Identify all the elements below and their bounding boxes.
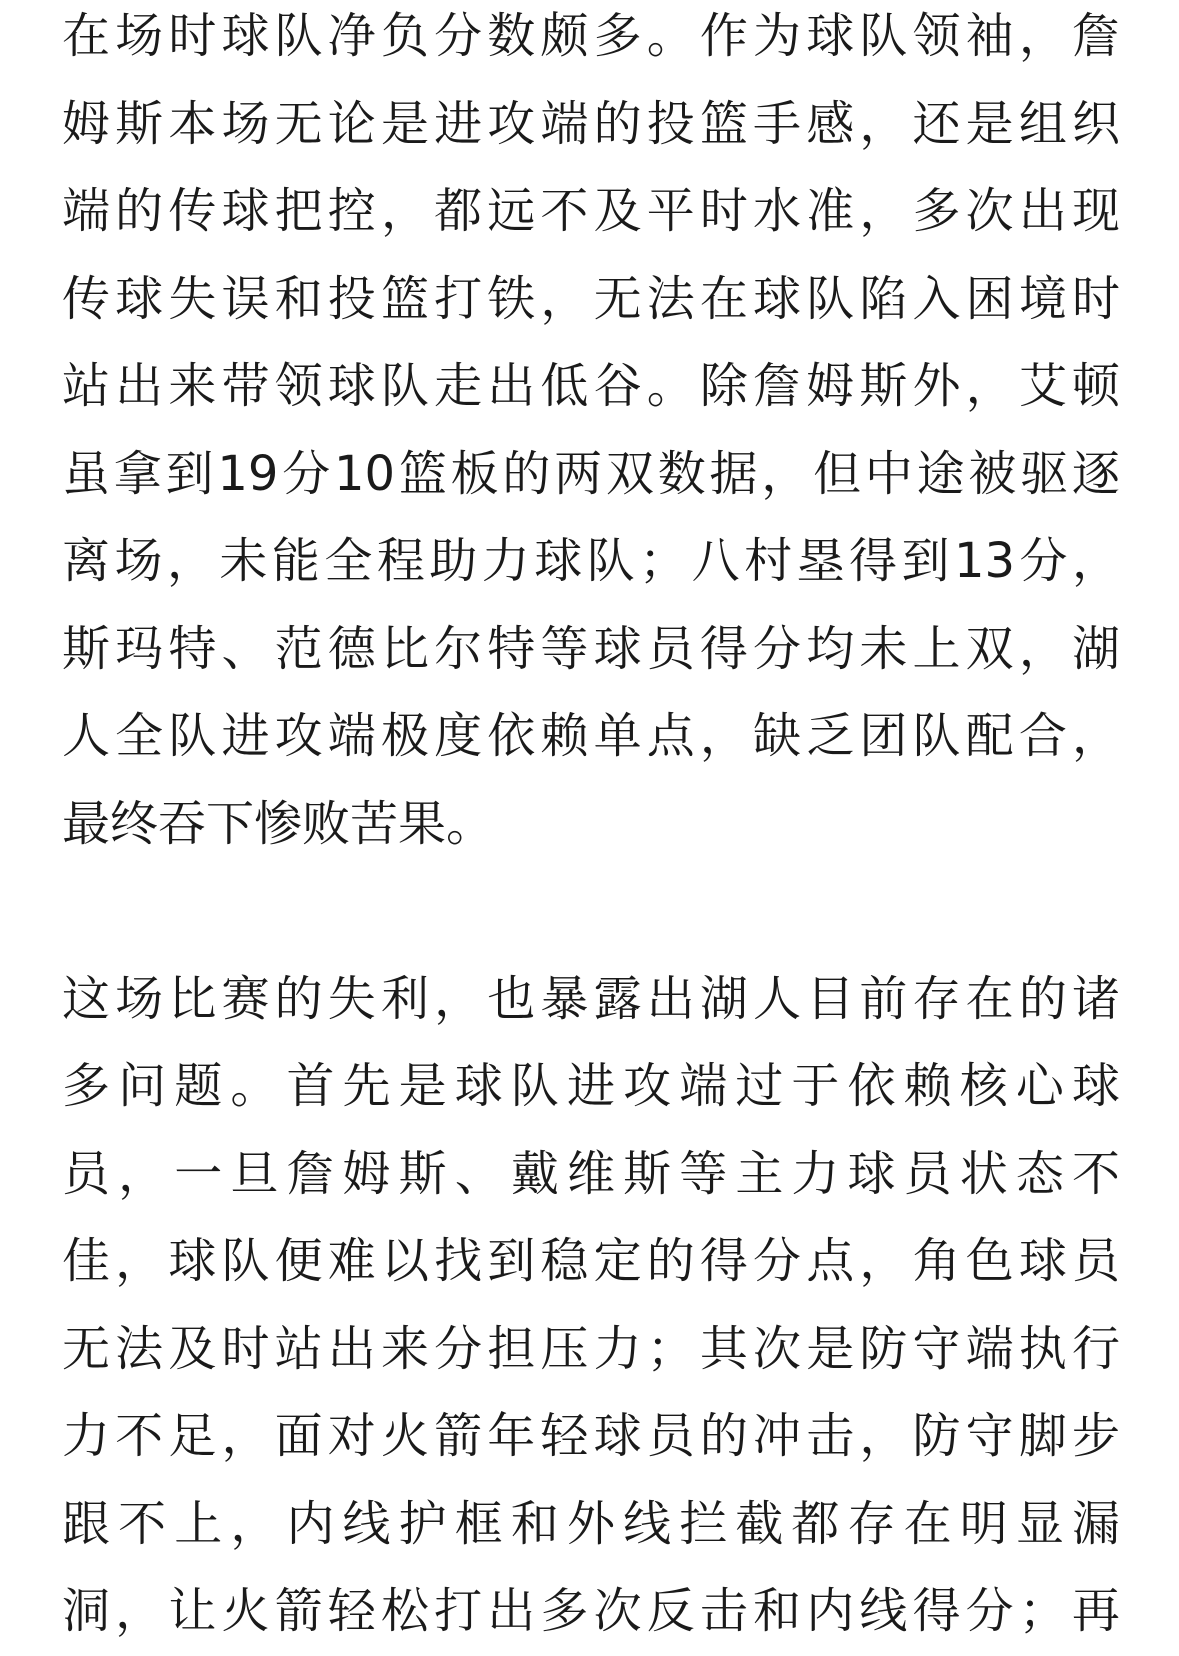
text-line: 站出来带领球队走出低谷。除詹姆斯外，艾顿 <box>62 358 1120 414</box>
text-line: 姆斯本场无论是进攻端的投篮手感，还是组织 <box>62 95 1120 152</box>
text-line: 最终吞下惨败苦果。 <box>62 795 495 852</box>
text-line: 人全队进攻端极度依赖单点，缺乏团队配合， <box>62 708 1120 764</box>
text-line: 端的传球把控，都远不及平时水准，多次出现 <box>62 183 1120 239</box>
text-line: 跟不上，内线护框和外线拦截都存在明显漏 <box>62 1495 1120 1552</box>
text-line: 多问题。首先是球队进攻端过于依赖核心球 <box>62 1058 1120 1114</box>
text-line: 在场时球队净负分数颇多。作为球队领袖，詹 <box>62 8 1120 64</box>
text-line: 力不足，面对火箭年轻球员的冲击，防守脚步 <box>62 1408 1120 1464</box>
text-line: 虽拿到19分10篮板的两双数据，但中途被驱逐 <box>62 445 1120 502</box>
text-line: 斯玛特、范德比尔特等球员得分均未上双，湖 <box>62 620 1120 677</box>
paragraph <box>62 0 1120 868</box>
text-line: 员，一旦詹姆斯、戴维斯等主力球员状态不 <box>62 1145 1120 1202</box>
article-body <box>62 0 1120 1656</box>
text-line: 这场比赛的失利，也暴露出湖人目前存在的诸 <box>62 970 1120 1027</box>
text-line: 离场，未能全程助力球队；八村塁得到13分， <box>62 533 1120 589</box>
paragraph <box>62 956 1120 1656</box>
text-line: 佳，球队便难以找到稳定的得分点，角色球员 <box>62 1233 1120 1289</box>
text-line: 洞，让火箭轻松打出多次反击和内线得分；再 <box>62 1583 1120 1639</box>
text-line: 无法及时站出来分担压力；其次是防守端执行 <box>62 1320 1120 1377</box>
text-line: 传球失误和投篮打铁，无法在球队陷入困境时 <box>62 270 1120 327</box>
